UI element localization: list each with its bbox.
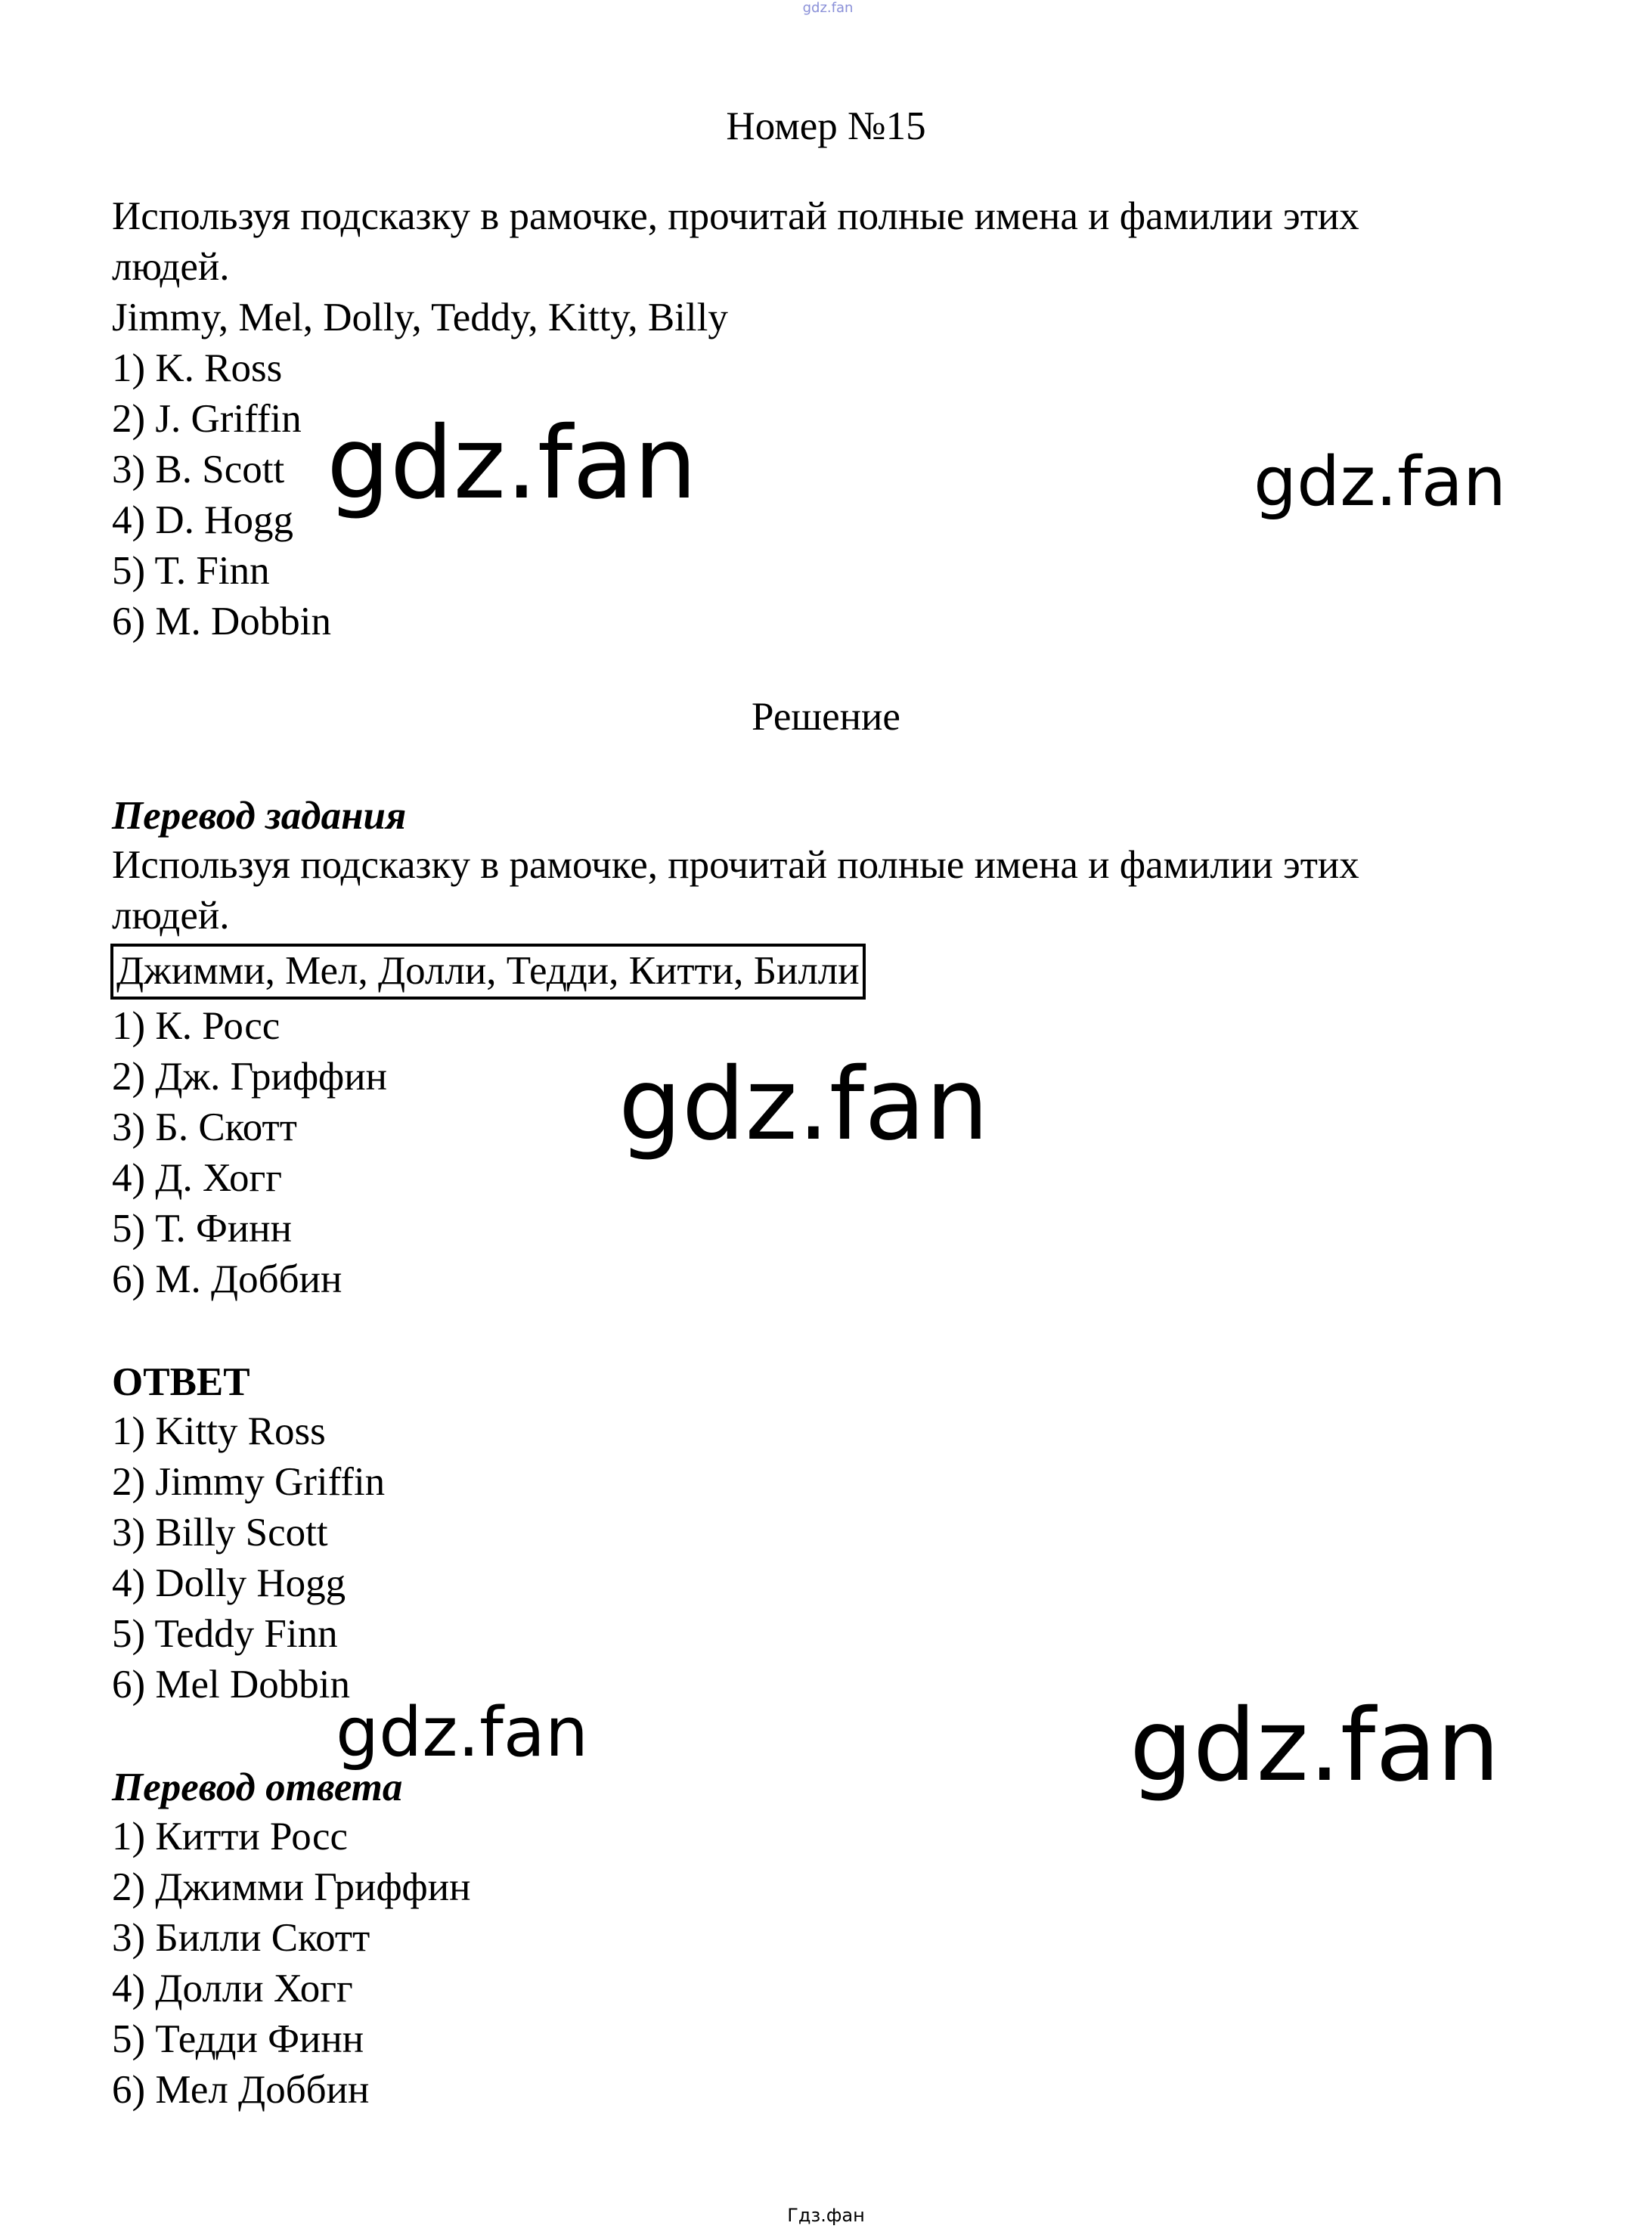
task-item: 4) D. Hogg [112,498,293,542]
answer-translation-item: 1) Китти Росс [112,1815,349,1858]
task-item: 6) M. Dobbin [112,600,332,643]
answer-translation-item: 6) Мел Доббин [112,2068,370,2112]
translation-heading: Перевод задания [112,794,407,838]
answer-item: 6) Mel Dobbin [112,1663,351,1707]
translation-item: 4) Д. Хогг [112,1156,282,1200]
watermark: gdz.fan [1254,442,1506,522]
answer-item: 2) Jimmy Griffin [112,1460,386,1504]
page-title: Номер №15 [726,104,926,148]
answer-translation-item: 2) Джимми Гриффин [112,1865,471,1909]
translation-instruction-line2: людей. [112,894,230,938]
watermark: gdz.fan [1130,1688,1500,1804]
solution-heading: Решение [752,695,900,739]
task-item: 3) B. Scott [112,448,285,491]
translation-instruction-line1: Используя подсказку в рамочке, прочитай полные имена и фамилии этих [112,843,1359,887]
translation-item: 1) К. Росс [112,1004,280,1048]
footer-watermark: Гдз.фан [787,2205,865,2226]
translation-item: 3) Б. Скотт [112,1105,297,1149]
answer-item: 3) Billy Scott [112,1511,328,1555]
answer-translation-item: 3) Билли Скотт [112,1916,370,1960]
translation-item: 5) Т. Финн [112,1207,292,1251]
watermark: gdz.fan [327,405,697,522]
answer-item: 5) Teddy Finn [112,1612,338,1656]
answer-item: 4) Dolly Hogg [112,1561,346,1605]
boxed-hint: Джимми, Мел, Долли, Тедди, Китти, Билли [110,944,866,1000]
watermark: gdz.fan [618,1046,989,1163]
task-instruction-line1: Используя подсказку в рамочке, прочитай полные имена и фамилии этих [112,194,1359,238]
answer-heading: ОТВЕТ [112,1360,250,1404]
task-hint: Jimmy, Mel, Dolly, Teddy, Kitty, Billy [112,296,728,339]
translation-item: 2) Дж. Гриффин [112,1055,387,1099]
answer-translation-item: 5) Тедди Финн [112,2017,364,2061]
task-instruction-line2: людей. [112,245,230,289]
task-item: 5) T. Finn [112,549,270,593]
top-watermark: gdz.fan [802,0,854,16]
answer-item: 1) Kitty Ross [112,1409,326,1453]
translation-item: 6) М. Доббин [112,1257,342,1301]
watermark: gdz.fan [336,1693,588,1772]
task-item: 1) K. Ross [112,346,283,390]
answer-translation-heading: Перевод ответа [112,1765,403,1809]
task-item: 2) J. Griffin [112,397,302,441]
answer-translation-item: 4) Долли Хогг [112,1967,353,2010]
